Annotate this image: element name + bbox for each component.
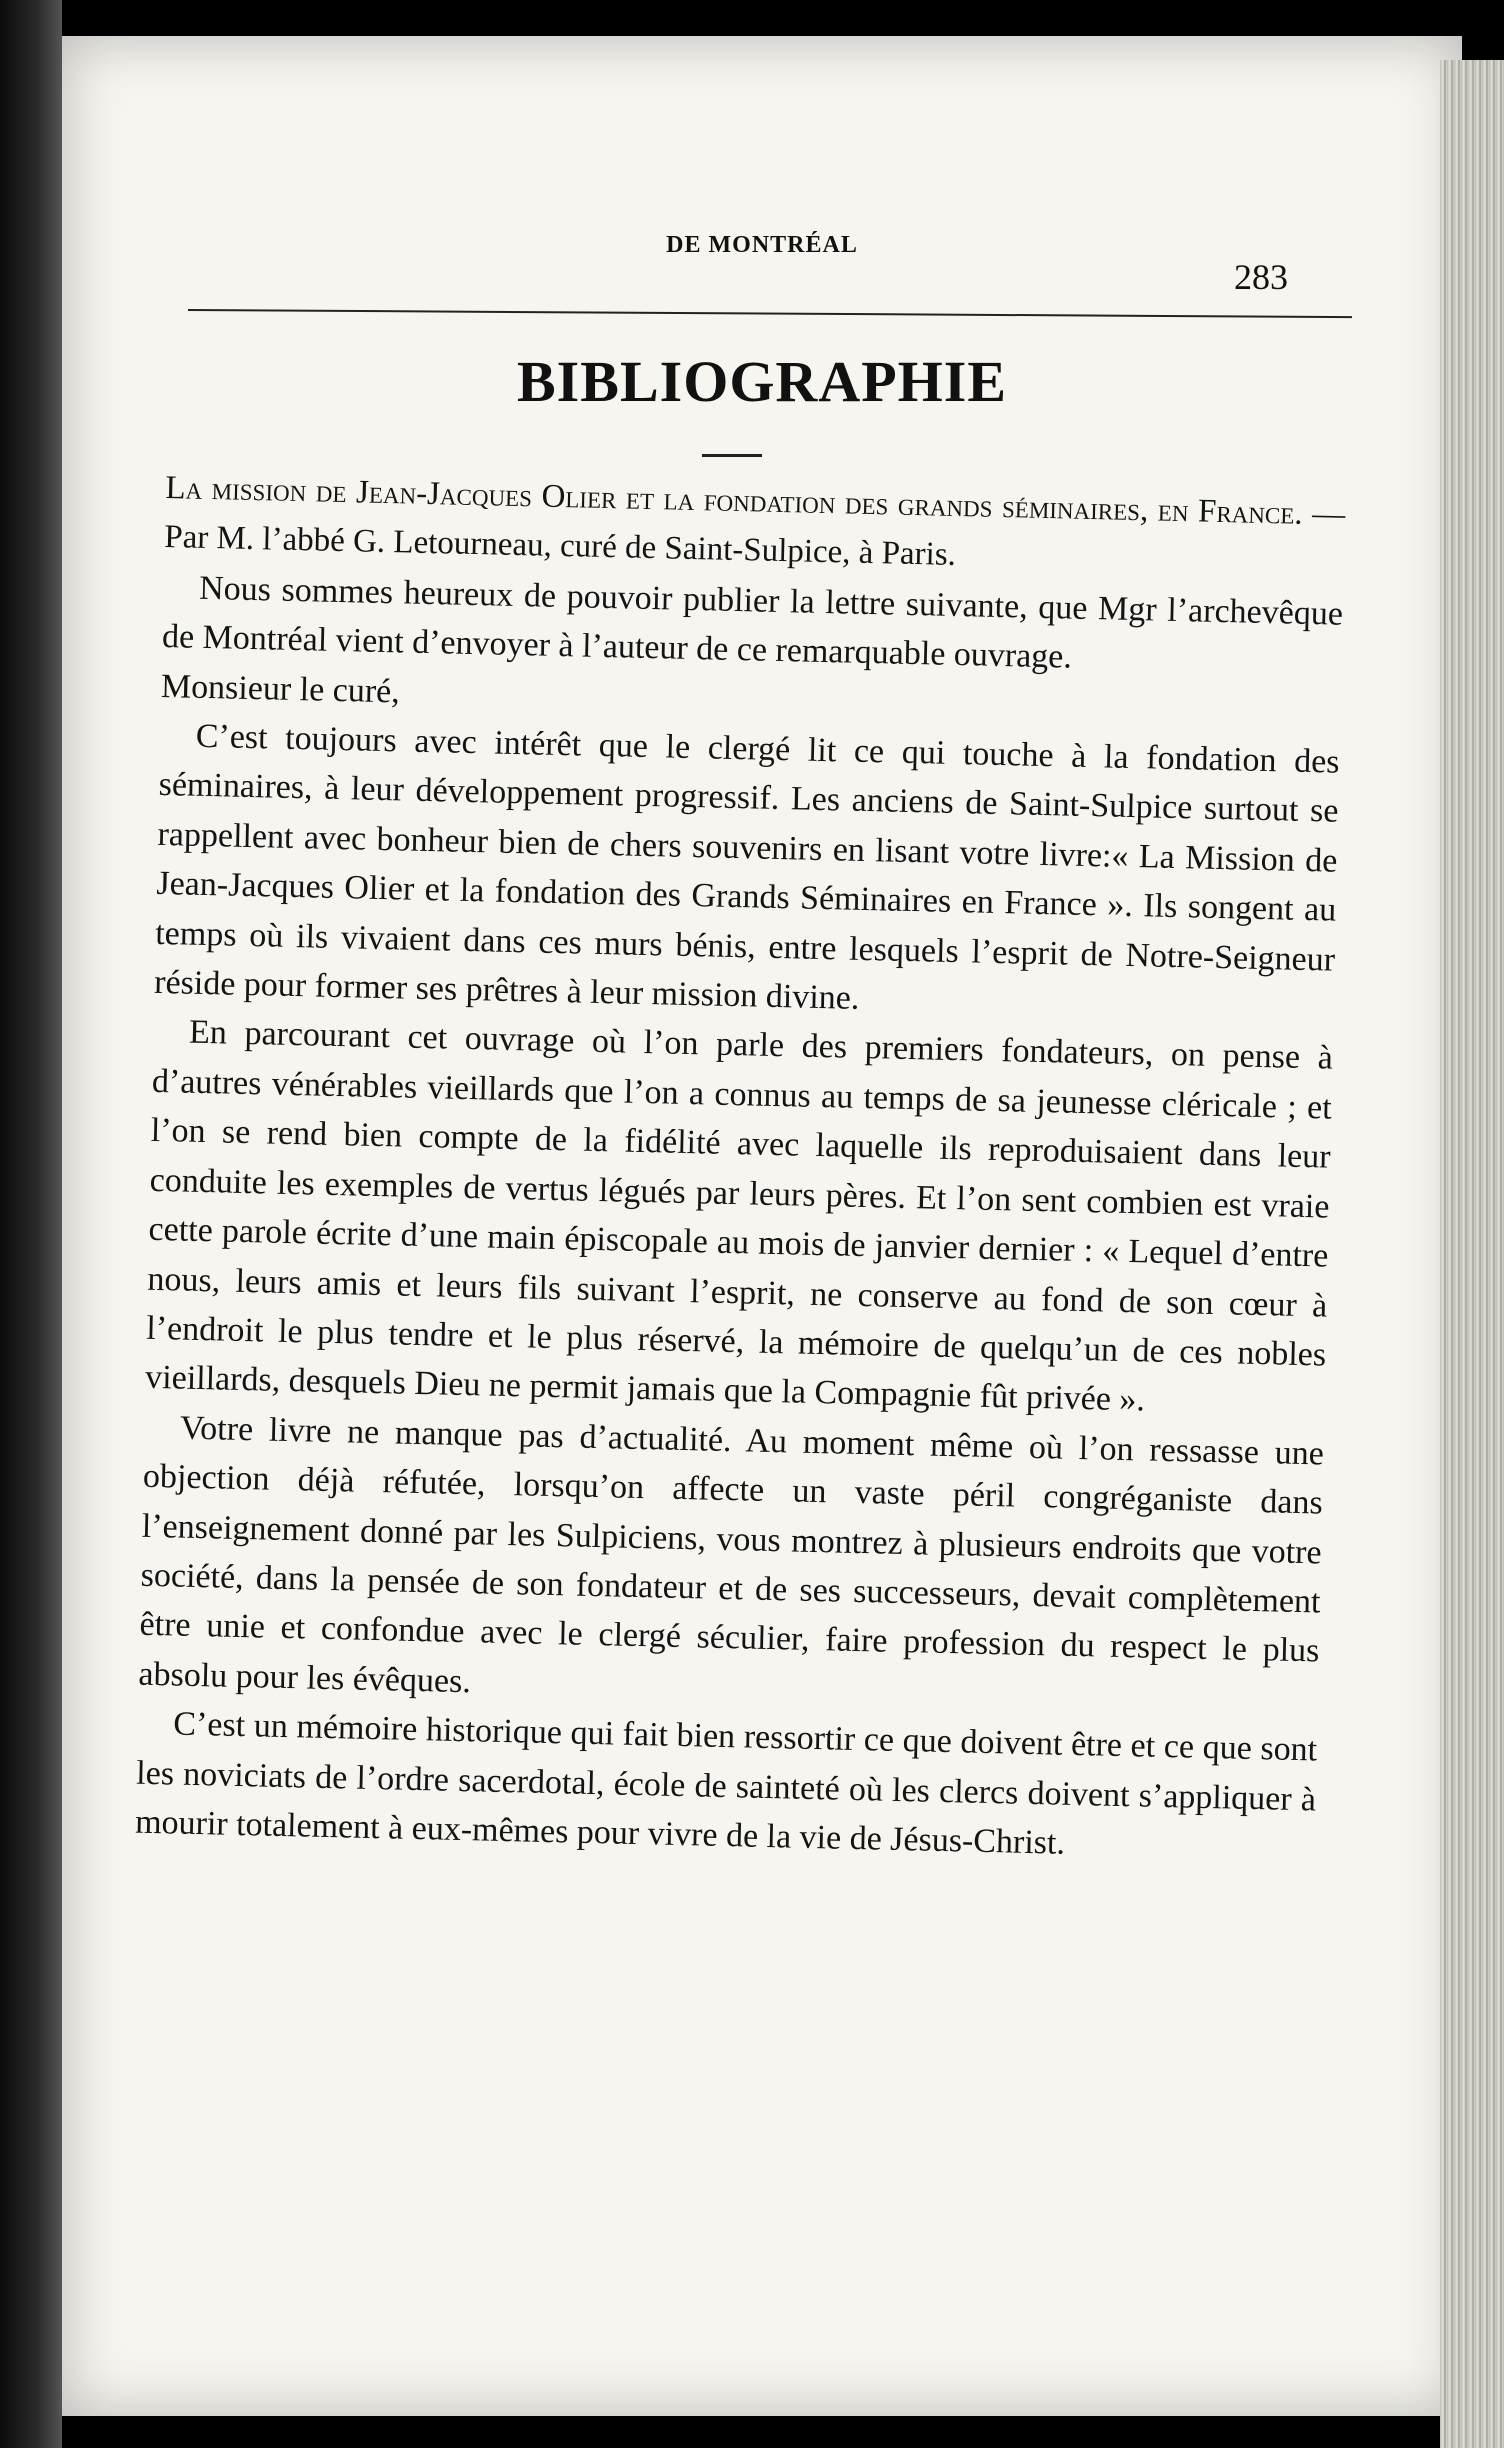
letter-paragraph-4: C’est un mémoire historique qui fait bien ressortir ce que doivent être et ce que sont les noviciats de l’ordre sacerdotal, école de sainteté où les clercs doivent s’appliquer à mourir totalement à eux-mêmes pour vivre de la vie de Jésus-Christ.: [134, 1705, 1318, 1862]
salutation: Monsieur le curé,: [160, 667, 401, 710]
title-rule: [702, 454, 762, 457]
book-page: [62, 36, 1462, 2416]
page-number: 283: [1234, 257, 1288, 297]
intro-paragraph: Nous sommes heureux de pouvoir publier la lettre suivante, que Mgr l’archevêque de Montréal vient d’envoyer à l’auteur de ce remarquable ouvrage.: [161, 569, 1344, 676]
letter-paragraph-2: En parcourant cet ouvrage où l’on parle des premiers fondateurs, on pense à d’autres vénérables vieillards que l’on a connus au temps de sa jeunesse cléricale ; et l’on se rend bien compte de la fidélité avec laquelle ils reproduisaient dans leur conduite les exemples de vertus légués par leurs pères. Et l’on sent combien est vraie cette parole écrite d’une main épiscopale au mois de janvier dernier : « Lequel d’entre nous, leurs amis et leurs fils suivant l’esprit, ne conserve au fond de son cœur à l’endroit le plus tendre et le plus réservé, la mémoire de quelqu’un de ces nobles vieillards, desquels Dieu ne permit jamais que la Compagnie fût privée ».: [144, 1014, 1334, 1419]
book-title: La mission de Jean-Jacques Olier et la fondation des grands séminaires, en France.: [165, 469, 1304, 532]
book-author: — Par M. l’abbé G. Letourneau, curé de Saint-Sulpice, à Paris.: [163, 496, 1346, 574]
book-spine-shadow: [0, 0, 62, 2448]
body-text: [135, 464, 1346, 1874]
letter-paragraph-3: Votre livre ne manque pas d’actualité. Au moment même où l’on ressasse une objection déjà réfutée, lorsqu’on affecte un vaste péril congréganiste dans l’enseignement donné par les Sulpiciens, vous montrez à plusieurs endroits que votre société, dans la pensée de son fondateur et de ses successeurs, devait complètement être unie et confondue avec le clergé séculier, faire profession du respect le plus absolu pour les évêques.: [138, 1409, 1325, 1700]
running-head: DE MONTRÉAL: [666, 232, 858, 258]
header-rule: [188, 309, 1352, 318]
letter-paragraph-1: C’est toujours avec intérêt que le clergé lit ce qui touche à la fondation des séminaires, à leur développement progressif. Les anciens de Saint-Sulpice surtout se rappellent avec bonheur bien de chers souvenirs en lisant votre livre:« La Mission de Jean-Jacques Olier et la fondation des Grands Séminaires en France ». Ils songent au temps où ils vivaient dans ces murs bénis, entre lesquels l’esprit de Notre-Seigneur réside pour former ses prêtres à leur mission divine.: [153, 717, 1340, 1017]
section-title: BIBLIOGRAPHIE: [517, 349, 1007, 414]
page-edges: [1440, 60, 1504, 2448]
